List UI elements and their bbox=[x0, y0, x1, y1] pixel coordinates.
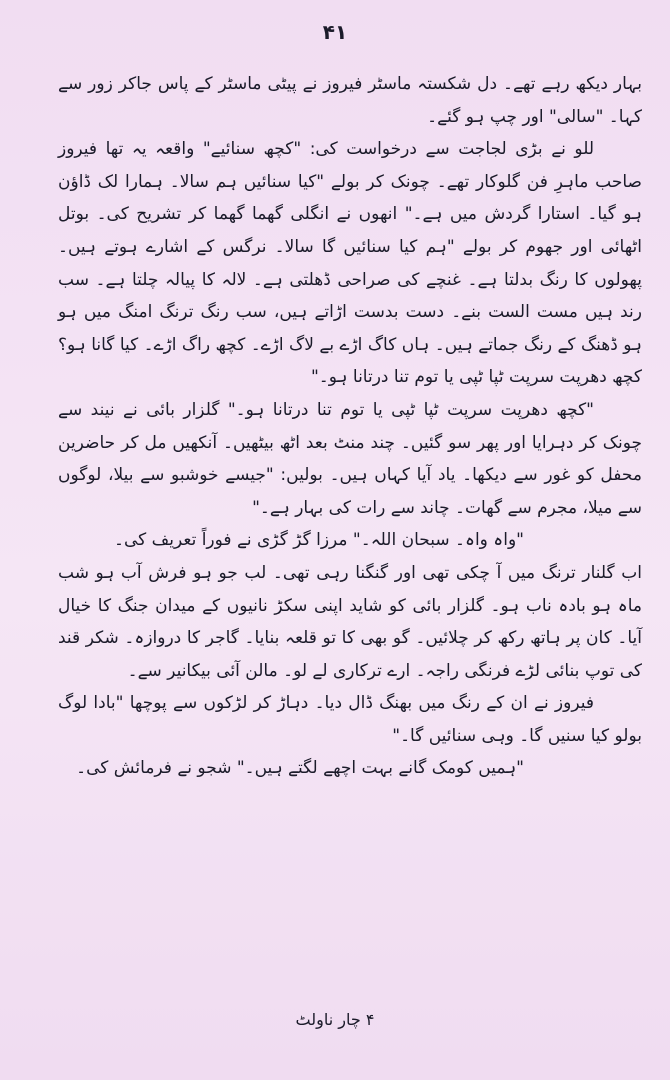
page-number: ۴۱ bbox=[322, 20, 348, 44]
paragraph-2: للو نے بڑی لجاجت سے درخواست کی: "کچھ سنائیے" واقعہ یہ تھا فیروز صاحب ماہرِ فن گلوکار تھے۔ چونک کر بولے "کیا سنائیں ہم سالا۔ ہمارا لک ڈاؤن ہو گیا۔ استارا گردش میں ہے۔" انھوں نے انگلی گھما گھما کر تشریح کی۔ بوتل اٹھائی اور جھوم کر بولے "ہم کیا سنائیں گا سالا۔ نرگس کے اشارے ہوتے ہیں۔ پھولوں کا رنگ بدلتا ہے۔ غنچے کی صراحی ڈھلتی ہے۔ لالہ کا پیالہ چلتا ہے۔ سب رند ہیں مست الست بنے۔ دست بدست اڑاتے ہیں، سب رنگ ترنگ امنگ میں ہو ہو ڈھنگ کے رنگ جماتے ہیں۔ ہاں کاگ اڑے بے لاگ اڑے۔ کچھ راگ اڑے۔ کیا گانا ہو؟ کچھ دھرپت سرپت ٹپا ٹپی یا توم تنا درتانا ہو۔" bbox=[58, 139, 642, 388]
paragraph-1: بہار دیکھ رہے تھے۔ دل شکستہ ماسٹر فیروز نے پیٹی ماسٹر کے پاس جاکر زور سے کہا۔ "سالی" اور چپ ہو گئے۔ bbox=[58, 74, 642, 127]
paragraph-4: "واہ واہ۔ سبحان اللہ۔" مرزا گڑ گڑی نے فوراً تعریف کی۔ bbox=[114, 530, 524, 551]
paragraph-6: فیروز نے ان کے رنگ میں بھنگ ڈال دیا۔ دہاڑ کر لڑکوں سے پوچھا "بادا لوگ بولو کیا سنیں گا۔ وہی سنائیں گا۔" bbox=[58, 693, 642, 746]
paragraph-5: اب گلنار ترنگ میں آ چکی تھی اور گنگنا رہی تھی۔ لب جو ہو فرش آب ہو شب ماہ ہو بادہ ناب ہو۔ گلزار بائی کو شاید اپنی سکڑ نانیوں کے میدان جنگ کا خیال آیا۔ کان پر ہاتھ رکھ کر چلائیں۔ گو بھی کا تو قلعہ بنایا۔ گاجر کا دروازہ۔ شکر قند کی توپ بنائی لڑے فرنگی راجہ۔ ارے ترکاری لے لو۔ مالن آئی بیکانیر سے۔ bbox=[58, 562, 642, 681]
page-text bbox=[58, 68, 642, 785]
paragraph-3: "کچھ دھرپت سرپت ٹپا ٹپی یا توم تنا درتانا ہو۔" گلزار بائی نے نیند سے چونک کر دہرایا اور پھر سو گئیں۔ چند منٹ بعد اٹھ بیٹھیں۔ آنکھیں مل کر حاضرین محفل کو غور سے دیکھا۔ یاد آیا کہاں ہیں۔ بولیں: "جیسے خوشبو سے بیلا، لوگوں سے میلا، مجرم سے گھات۔ چاند سے رات کی بہار ہے۔" bbox=[58, 399, 642, 518]
book-title-footer: ۴ چار ناولٹ bbox=[295, 1010, 375, 1029]
paragraph-7: "ہمیں کومک گانے بہت اچھے لگتے ہیں۔" شجو نے فرمائش کی۔ bbox=[76, 758, 524, 779]
